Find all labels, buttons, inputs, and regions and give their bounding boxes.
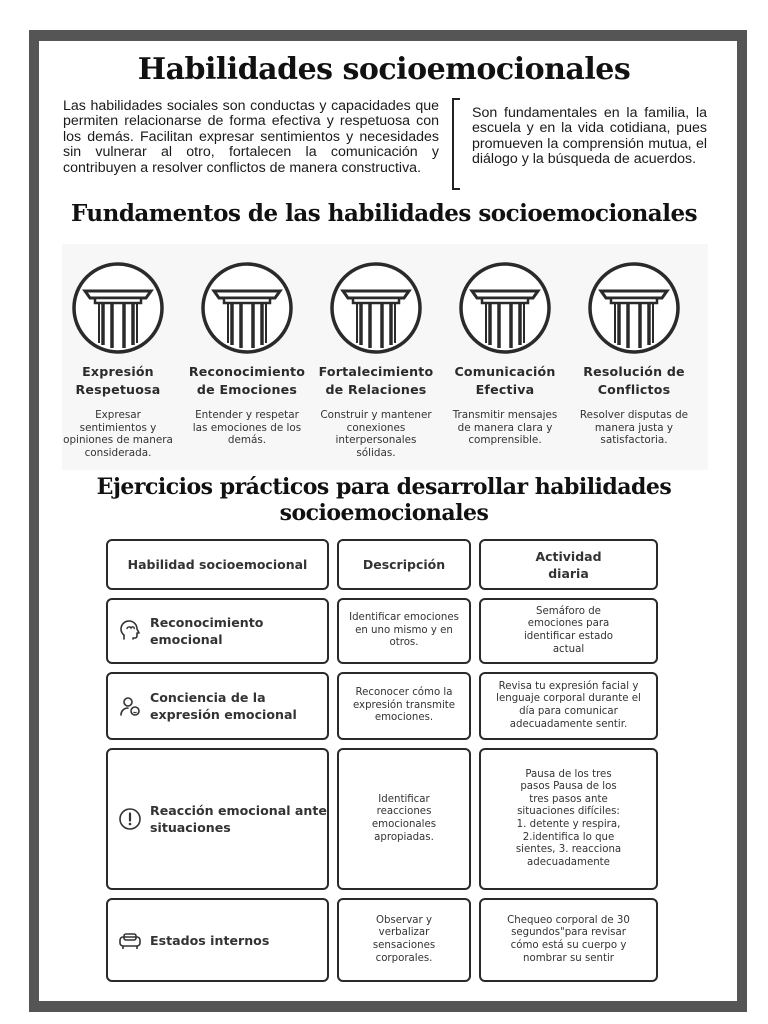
pillar-description: Expresar sentimientos y opiniones de manera considerada. <box>63 409 173 459</box>
pillar-item <box>569 261 699 447</box>
table-row-activity <box>479 748 658 890</box>
pillar-description: Entender y respetar las emociones de los demás. <box>192 409 302 447</box>
page-title: Habilidades socioemocionales <box>137 52 631 87</box>
header-activity-label: Actividad diaria <box>535 548 602 581</box>
header-skill-label: Habilidad socioemocional <box>127 557 308 572</box>
pillar-title: Expresión Respetuosa <box>75 364 161 397</box>
header-description <box>337 539 471 590</box>
table-row-skill <box>106 598 329 664</box>
header-activity <box>479 539 658 590</box>
fundamentals-title: Fundamentos de las habilidades socioemocionales <box>70 200 698 227</box>
row-description-text: Identificar emociones en uno mismo y en otros. <box>349 612 459 649</box>
pillar-title: Resolución de Conflictos <box>583 364 685 397</box>
pillar-item <box>182 261 312 447</box>
row-activity-text: Chequeo corporal de 30 segundos"para revisar cómo está su cuerpo y nombrar su sentir <box>507 914 630 964</box>
table-row-activity <box>479 672 658 740</box>
table-row-skill <box>106 898 329 982</box>
row-activity-text: Pausa de los tres pasos Pausa de los tres pasos ante situaciones difíciles: 1. detente y respira, 2.identifica lo que sientes, 3. reacciona adecuadamente <box>515 768 622 868</box>
head-emotion-icon <box>118 619 142 643</box>
intro-left-paragraph: Las habilidades sociales son conductas y capacidades que permiten relacionarse de forma efectiva y respetuosa con los demás. Facilitan expresar sentimientos y necesidades sin vulnerar al otro, fortalecen la comunicación y contribuyen a resolver conflictos de manera constructiva. <box>63 98 439 176</box>
row-activity-text: Revisa tu expresión facial y lenguaje corporal durante el día para comunicar adecuadamente sentir. <box>496 680 641 730</box>
table-row-description <box>337 748 471 890</box>
table-row-activity <box>479 898 658 982</box>
divider-bracket <box>452 98 460 190</box>
pillar-title: Reconocimiento de Emociones <box>188 364 306 397</box>
column-icon <box>329 261 423 355</box>
column-icon <box>587 261 681 355</box>
row-activity-text: Semáforo de emociones para identificar estado actual <box>523 605 614 655</box>
row-skill-label: Conciencia de la expresión emocional <box>150 690 297 722</box>
pillar-item <box>440 261 570 447</box>
row-description-text: Observar y verbalizar sensaciones corporales. <box>372 914 436 964</box>
person-expression-icon <box>118 694 142 718</box>
pillar-description: Resolver disputas de manera justa y satisfactoria. <box>579 409 689 447</box>
table-row-description <box>337 598 471 664</box>
table-row-description <box>337 672 471 740</box>
header-skill <box>106 539 329 590</box>
pillar-item <box>53 261 183 459</box>
column-icon <box>200 261 294 355</box>
table-row-skill <box>106 672 329 740</box>
column-icon <box>458 261 552 355</box>
pillar-title: Fortalecimiento de Relaciones <box>318 364 434 397</box>
alert-icon <box>118 807 142 831</box>
couch-icon <box>118 928 142 952</box>
header-description-label: Descripción <box>362 557 446 572</box>
row-skill-label: Estados internos <box>150 932 270 948</box>
row-description-text: Identificar reacciones emocionales apropiadas. <box>371 793 437 843</box>
pillar-title: Comunicación Efectiva <box>454 364 556 397</box>
pillar-description: Construir y mantener conexiones interpersonales sólidas. <box>320 409 432 459</box>
table-row-skill <box>106 748 329 890</box>
pillar-description: Transmitir mensajes de manera clara y comprensible. <box>452 409 558 447</box>
pillar-item <box>311 261 441 459</box>
row-skill-label: Reacción emocional ante situaciones <box>150 803 327 835</box>
intro-right-paragraph: Son fundamentales en la familia, la escuela y en la vida cotidiana, pues promueven la comprensión mutua, el diálogo y la búsqueda de acuerdos. <box>472 105 707 168</box>
row-description-text: Reconocer cómo la expresión transmite emociones. <box>352 687 456 724</box>
row-skill-label: Reconocimiento emocional <box>150 615 264 647</box>
table-row-activity <box>479 598 658 664</box>
column-icon <box>71 261 165 355</box>
table-row-description <box>337 898 471 982</box>
exercises-title: Ejercicios prácticos para desarrollar habilidades socioemocionales <box>96 474 672 526</box>
